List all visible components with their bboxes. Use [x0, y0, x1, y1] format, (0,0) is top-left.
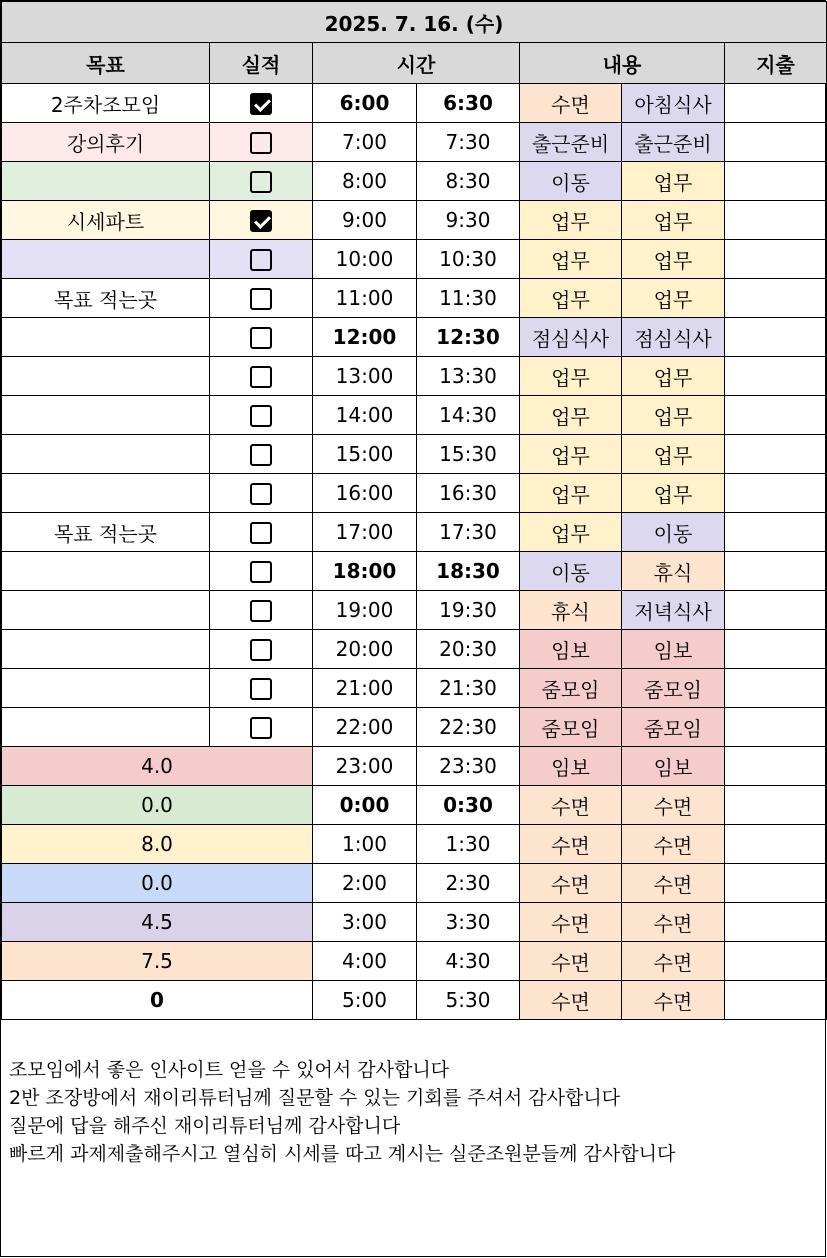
schedule-row — [2, 84, 827, 123]
time-cell: 11:00 — [313, 279, 417, 318]
time-cell: 13:00 — [313, 357, 417, 396]
goal-cell[interactable]: 시세파트 — [2, 201, 210, 240]
time-cell: 10:00 — [313, 240, 417, 279]
time-cell: 6:30 — [417, 84, 520, 123]
unchecked-checkbox[interactable] — [250, 639, 272, 661]
note-line: 2반 조장방에서 재이리튜터님께 질문할 수 있는 기회를 주셔서 감사합니다 — [9, 1087, 621, 1109]
summary-value-cell: 0.0 — [2, 864, 313, 903]
activity-cell[interactable]: 업무 — [622, 474, 725, 513]
expense-cell[interactable] — [725, 630, 827, 669]
activity-cell[interactable]: 업무 — [520, 357, 622, 396]
activity-cell[interactable]: 점심식사 — [520, 318, 622, 357]
expense-cell[interactable] — [725, 747, 827, 786]
goal-cell[interactable] — [2, 357, 210, 396]
note-line: 조모임에서 좋은 인사이트 얻을 수 있어서 감사합니다 — [9, 1059, 450, 1081]
activity-cell[interactable]: 휴식 — [622, 552, 725, 591]
activity-cell[interactable]: 수면 — [520, 786, 622, 825]
activity-cell[interactable]: 수면 — [520, 864, 622, 903]
activity-cell[interactable]: 업무 — [622, 435, 725, 474]
goal-cell[interactable] — [2, 474, 210, 513]
unchecked-checkbox[interactable] — [250, 366, 272, 388]
expense-cell[interactable] — [725, 279, 827, 318]
time-cell: 8:30 — [417, 162, 520, 201]
summary-row — [2, 981, 827, 1020]
expense-cell[interactable] — [725, 240, 827, 279]
time-cell: 14:00 — [313, 396, 417, 435]
goal-cell[interactable]: 2주차조모임 — [2, 84, 210, 123]
summary-value-cell: 8.0 — [2, 825, 313, 864]
summary-value-cell: 0 — [2, 981, 313, 1020]
activity-cell[interactable]: 업무 — [622, 240, 725, 279]
note-line: 질문에 답을 해주신 재이리튜터님께 감사합니다 — [9, 1115, 401, 1137]
activity-cell[interactable]: 수면 — [622, 864, 725, 903]
time-cell: 0:30 — [417, 786, 520, 825]
expense-cell[interactable] — [725, 513, 827, 552]
goal-cell[interactable] — [2, 318, 210, 357]
goal-cell[interactable] — [2, 591, 210, 630]
expense-cell[interactable] — [725, 669, 827, 708]
summary-row — [2, 747, 827, 786]
unchecked-checkbox[interactable] — [250, 327, 272, 349]
result-cell — [210, 708, 313, 747]
summary-value-cell: 4.0 — [2, 747, 313, 786]
activity-cell[interactable]: 이동 — [520, 162, 622, 201]
result-cell — [210, 552, 313, 591]
header-goal: 목표 — [2, 43, 210, 84]
time-cell: 19:00 — [313, 591, 417, 630]
time-cell: 20:00 — [313, 630, 417, 669]
time-cell: 11:30 — [417, 279, 520, 318]
summary-row — [2, 786, 827, 825]
unchecked-checkbox[interactable] — [250, 288, 272, 310]
time-cell: 21:00 — [313, 669, 417, 708]
result-cell — [210, 357, 313, 396]
time-cell: 4:00 — [313, 942, 417, 981]
activity-cell[interactable]: 아침식사 — [622, 84, 725, 123]
schedule-row — [2, 591, 827, 630]
expense-cell[interactable] — [725, 903, 827, 942]
result-cell — [210, 279, 313, 318]
goal-cell[interactable]: 목표 적는곳 — [2, 513, 210, 552]
gratitude-notes[interactable] — [1, 1054, 826, 1170]
activity-cell[interactable]: 업무 — [622, 201, 725, 240]
schedule-row — [2, 435, 827, 474]
time-cell: 14:30 — [417, 396, 520, 435]
time-cell: 17:00 — [313, 513, 417, 552]
unchecked-checkbox[interactable] — [250, 522, 272, 544]
header-expense: 지출 — [725, 43, 827, 84]
expense-cell[interactable] — [725, 318, 827, 357]
time-cell: 18:30 — [417, 552, 520, 591]
time-cell: 13:30 — [417, 357, 520, 396]
time-cell: 10:30 — [417, 240, 520, 279]
expense-cell[interactable] — [725, 162, 827, 201]
time-cell: 22:30 — [417, 708, 520, 747]
time-cell: 3:00 — [313, 903, 417, 942]
activity-cell[interactable]: 업무 — [622, 357, 725, 396]
result-cell — [210, 396, 313, 435]
schedule-row — [2, 162, 827, 201]
goal-cell[interactable] — [2, 396, 210, 435]
activity-cell[interactable]: 업무 — [622, 396, 725, 435]
activity-cell[interactable]: 업무 — [520, 279, 622, 318]
goal-cell[interactable] — [2, 669, 210, 708]
goal-cell[interactable] — [2, 552, 210, 591]
unchecked-checkbox[interactable] — [250, 171, 272, 193]
time-cell: 23:00 — [313, 747, 417, 786]
unchecked-checkbox[interactable] — [250, 132, 272, 154]
activity-cell[interactable]: 업무 — [520, 201, 622, 240]
time-cell: 20:30 — [417, 630, 520, 669]
time-cell: 7:30 — [417, 123, 520, 162]
expense-cell[interactable] — [725, 708, 827, 747]
activity-cell[interactable]: 출근준비 — [520, 123, 622, 162]
time-cell: 6:00 — [313, 84, 417, 123]
result-cell — [210, 669, 313, 708]
schedule-row — [2, 669, 827, 708]
time-cell: 0:00 — [313, 786, 417, 825]
time-cell: 2:30 — [417, 864, 520, 903]
time-cell: 3:30 — [417, 903, 520, 942]
note-line: 빠르게 과제제출해주시고 열심히 시세를 따고 계시는 실준조원분들께 감사합니다 — [9, 1143, 676, 1165]
expense-cell[interactable] — [725, 591, 827, 630]
result-cell — [210, 318, 313, 357]
expense-cell[interactable] — [725, 396, 827, 435]
time-cell: 5:30 — [417, 981, 520, 1020]
schedule-row — [2, 708, 827, 747]
header-result: 실적 — [210, 43, 313, 84]
schedule-row — [2, 474, 827, 513]
summary-value-cell: 0.0 — [2, 786, 313, 825]
activity-cell[interactable]: 업무 — [622, 279, 725, 318]
goal-cell[interactable]: 목표 적는곳 — [2, 279, 210, 318]
time-cell: 15:00 — [313, 435, 417, 474]
expense-cell[interactable] — [725, 84, 827, 123]
daily-planner-table — [1, 1, 827, 1020]
expense-cell[interactable] — [725, 435, 827, 474]
activity-cell[interactable]: 이동 — [622, 513, 725, 552]
activity-cell[interactable]: 업무 — [520, 513, 622, 552]
schedule-row — [2, 240, 827, 279]
activity-cell[interactable]: 업무 — [520, 435, 622, 474]
schedule-row — [2, 318, 827, 357]
time-cell: 1:30 — [417, 825, 520, 864]
unchecked-checkbox[interactable] — [250, 249, 272, 271]
unchecked-checkbox[interactable] — [250, 483, 272, 505]
schedule-row — [2, 396, 827, 435]
unchecked-checkbox[interactable] — [250, 717, 272, 739]
result-cell — [210, 84, 313, 123]
time-cell: 18:00 — [313, 552, 417, 591]
result-cell — [210, 630, 313, 669]
activity-cell[interactable]: 휴식 — [520, 591, 622, 630]
activity-cell[interactable]: 저녁식사 — [622, 591, 725, 630]
goal-cell[interactable] — [2, 240, 210, 279]
unchecked-checkbox[interactable] — [250, 600, 272, 622]
activity-cell[interactable]: 출근준비 — [622, 123, 725, 162]
expense-cell[interactable] — [725, 981, 827, 1020]
goal-cell[interactable] — [2, 162, 210, 201]
time-cell: 4:30 — [417, 942, 520, 981]
activity-cell[interactable]: 업무 — [622, 162, 725, 201]
activity-cell[interactable]: 이동 — [520, 552, 622, 591]
activity-cell[interactable]: 임보 — [520, 630, 622, 669]
activity-cell[interactable]: 업무 — [520, 240, 622, 279]
activity-cell[interactable]: 임보 — [520, 747, 622, 786]
time-cell: 12:00 — [313, 318, 417, 357]
goal-cell[interactable] — [2, 435, 210, 474]
expense-cell[interactable] — [725, 123, 827, 162]
summary-row — [2, 864, 827, 903]
time-cell: 17:30 — [417, 513, 520, 552]
schedule-row — [2, 630, 827, 669]
activity-cell[interactable]: 임보 — [622, 630, 725, 669]
time-cell: 9:30 — [417, 201, 520, 240]
activity-cell[interactable]: 점심식사 — [622, 318, 725, 357]
result-cell — [210, 435, 313, 474]
time-cell: 19:30 — [417, 591, 520, 630]
activity-cell[interactable]: 수면 — [520, 84, 622, 123]
activity-cell[interactable]: 수면 — [520, 981, 622, 1020]
time-cell: 22:00 — [313, 708, 417, 747]
unchecked-checkbox[interactable] — [250, 678, 272, 700]
activity-cell[interactable]: 줌모임 — [622, 669, 725, 708]
schedule-row — [2, 513, 827, 552]
activity-cell[interactable]: 수면 — [622, 942, 725, 981]
expense-cell[interactable] — [725, 864, 827, 903]
activity-cell[interactable]: 임보 — [622, 747, 725, 786]
activity-cell[interactable]: 수면 — [520, 825, 622, 864]
activity-cell[interactable]: 수면 — [622, 786, 725, 825]
result-cell — [210, 591, 313, 630]
summary-row — [2, 825, 827, 864]
result-cell — [210, 513, 313, 552]
checked-checkbox[interactable] — [250, 93, 272, 115]
schedule-row — [2, 357, 827, 396]
result-cell — [210, 123, 313, 162]
unchecked-checkbox[interactable] — [250, 444, 272, 466]
time-cell: 16:00 — [313, 474, 417, 513]
activity-cell[interactable]: 줌모임 — [520, 708, 622, 747]
time-cell: 1:00 — [313, 825, 417, 864]
activity-cell[interactable]: 수면 — [622, 825, 725, 864]
summary-row — [2, 903, 827, 942]
goal-cell[interactable] — [2, 708, 210, 747]
checked-checkbox[interactable] — [250, 210, 272, 232]
unchecked-checkbox[interactable] — [250, 561, 272, 583]
time-cell: 9:00 — [313, 201, 417, 240]
schedule-row — [2, 279, 827, 318]
summary-value-cell: 4.5 — [2, 903, 313, 942]
activity-cell[interactable]: 업무 — [520, 474, 622, 513]
result-cell — [210, 474, 313, 513]
goal-cell[interactable] — [2, 630, 210, 669]
result-cell — [210, 201, 313, 240]
expense-cell[interactable] — [725, 552, 827, 591]
unchecked-checkbox[interactable] — [250, 405, 272, 427]
result-cell — [210, 162, 313, 201]
schedule-row — [2, 201, 827, 240]
activity-cell[interactable]: 수면 — [520, 903, 622, 942]
header-content: 내용 — [520, 43, 725, 84]
time-cell: 23:30 — [417, 747, 520, 786]
activity-cell[interactable]: 수면 — [622, 981, 725, 1020]
activity-cell[interactable]: 줌모임 — [520, 669, 622, 708]
schedule-row — [2, 123, 827, 162]
time-cell: 15:30 — [417, 435, 520, 474]
expense-cell[interactable] — [725, 201, 827, 240]
date-title: 2025. 7. 16. (수) — [2, 2, 827, 43]
activity-cell[interactable]: 수면 — [520, 942, 622, 981]
activity-cell[interactable]: 줌모임 — [622, 708, 725, 747]
time-cell: 12:30 — [417, 318, 520, 357]
time-cell: 21:30 — [417, 669, 520, 708]
activity-cell[interactable]: 수면 — [622, 903, 725, 942]
result-cell — [210, 240, 313, 279]
schedule-row — [2, 552, 827, 591]
expense-cell[interactable] — [725, 786, 827, 825]
expense-cell[interactable] — [725, 825, 827, 864]
time-cell: 16:30 — [417, 474, 520, 513]
header-time: 시간 — [313, 43, 520, 84]
expense-cell[interactable] — [725, 474, 827, 513]
summary-value-cell: 7.5 — [2, 942, 313, 981]
time-cell: 5:00 — [313, 981, 417, 1020]
summary-row — [2, 942, 827, 981]
time-cell: 7:00 — [313, 123, 417, 162]
goal-cell[interactable]: 강의후기 — [2, 123, 210, 162]
expense-cell[interactable] — [725, 942, 827, 981]
expense-cell[interactable] — [725, 357, 827, 396]
time-cell: 2:00 — [313, 864, 417, 903]
time-cell: 8:00 — [313, 162, 417, 201]
activity-cell[interactable]: 업무 — [520, 396, 622, 435]
